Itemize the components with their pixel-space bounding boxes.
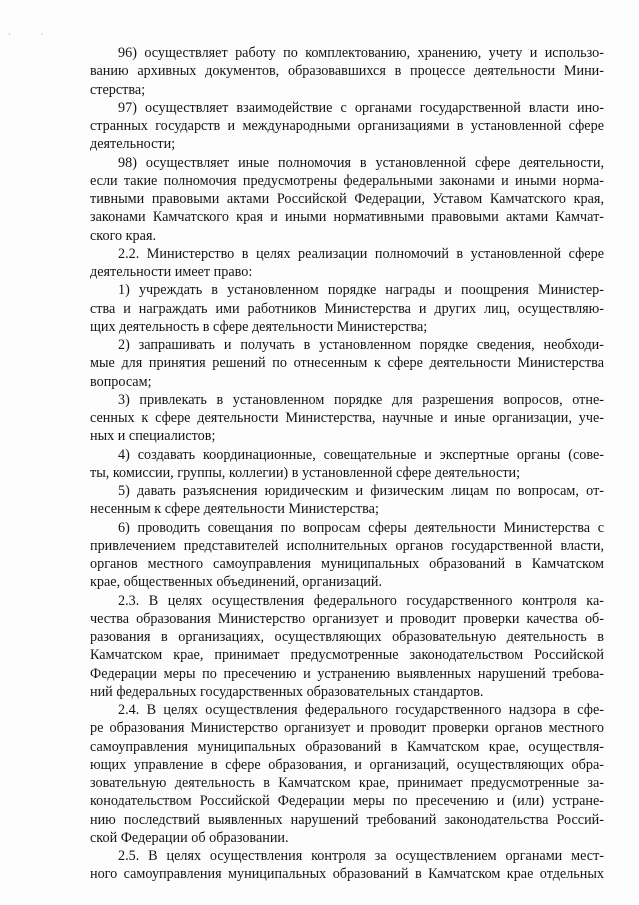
text-line: привлечением представителей исполнительных органов государственной власти, xyxy=(90,537,604,554)
text-line: крае, общественных объединений, организаций. xyxy=(90,574,383,591)
text-line: странных государств и международными организациями в установленной сфере xyxy=(90,118,604,134)
text-line: органов местного самоуправления муниципальных образований в Камчатском xyxy=(90,556,604,572)
text-line: нию последствий выявленных нарушений требований законодательства Россий- xyxy=(90,811,604,828)
text-line: ющих управление в сфере образования, и организаций, осуществляющих обра- xyxy=(90,756,604,773)
text-line: ных и специалистов; xyxy=(90,428,216,445)
text-line: ты, комиссии, группы, коллегии) в установленной сфере деятельности; xyxy=(90,464,521,481)
text-line: ства и награждать ими работников Министерства и других лиц, осуществляю- xyxy=(90,300,604,317)
text-line: несенным к сфере деятельности Министерства; xyxy=(90,501,379,518)
text-line: ний федеральных государственных образовательных стандартов. xyxy=(90,683,484,700)
text-line: Камчатском крае, принимает предусмотренные законодательством Российской xyxy=(90,647,604,664)
text-line: деятельности имеет право: xyxy=(90,264,253,280)
text-line: вопросам; xyxy=(90,373,152,390)
text-line: ского края. xyxy=(90,227,157,244)
text-line: 98) осуществляет иные полномочия в установленной сфере деятельности, xyxy=(118,154,604,171)
text-line: ской Федерации об образовании. xyxy=(90,829,289,846)
text-line: 2.5. В целях осуществления контроля за осуществлением органами мест- xyxy=(118,848,604,864)
text-line: сенных к сфере деятельности Министерства, научные и иные организации, уче- xyxy=(90,410,604,426)
text-line: 4) создавать координационные, совещательные и экспертные органы (сове- xyxy=(118,446,604,463)
text-line: 96) осуществляет работу по комплектованию, хранению, учету и использо- xyxy=(118,45,604,61)
text-line: Федерации меры по пресечению и устранению выявленных нарушений требова- xyxy=(90,665,604,682)
text-line: 97) осуществляет взаимодействие с органами государственной власти ино- xyxy=(118,99,604,116)
text-line: ванию архивных документов, образовавшихся в процессе деятельности Мини- xyxy=(90,63,604,80)
text-line: конодательством Российской Федерации меры по пресечению и (или) устране- xyxy=(90,793,604,810)
text-line: ного самоуправления муниципальных образований в Камчатском крае отдельных xyxy=(90,866,604,883)
text-line: разования в организациях, осуществляющих образовательную деятельность в xyxy=(90,629,604,645)
text-line: ре образования Министерство организует и проводит проверки органов местного xyxy=(90,720,604,737)
text-line: 2) запрашивать и получать в установленном порядке сведения, необходи- xyxy=(118,337,604,353)
text-line: зовательную деятельность в Камчатском крае, принимает предусмотренные за- xyxy=(90,775,604,791)
text-line: мые для принятия решений по отнесенным к сфере деятельности Министерства xyxy=(90,355,604,372)
text-line: 1) учреждать в установленном порядке награды и поощрения Министер- xyxy=(118,282,604,299)
text-line: законами Камчатского края и иными нормативными правовыми актами Камчат- xyxy=(90,209,604,226)
text-line: если такие полномочия предусмотрены федеральными законами и иными норма- xyxy=(90,172,604,189)
text-line: 5) давать разъяснения юридическим и физическим лицам по вопросам, от- xyxy=(118,483,604,499)
text-line: тивными правовыми актами Российской Федерации, Уставом Камчатского края, xyxy=(90,191,604,207)
document-body xyxy=(90,44,604,884)
text-line: 3) привлекать в установленном порядке для разрешения вопросов, отне- xyxy=(118,391,604,408)
text-line: 2.2. Министерство в целях реализации полномочий в установленной сфере xyxy=(118,245,604,262)
text-line: деятельности; xyxy=(90,136,176,153)
text-line: самоуправления муниципальных образований в Камчатском крае, осуществля- xyxy=(90,738,604,755)
text-line: стерства; xyxy=(90,81,146,98)
text-line: щих деятельность в сфере деятельности Министерства; xyxy=(90,318,428,335)
text-line: 2.3. В целях осуществления федерального государственного контроля ка- xyxy=(118,592,604,609)
text-line: чества образования Министерство организует и проводит проверки качества об- xyxy=(90,610,604,627)
text-line: 2.4. В целях осуществления федерального государственного надзора в сфе- xyxy=(118,702,604,718)
text-line: 6) проводить совещания по вопросам сферы деятельности Министерства с xyxy=(118,519,604,536)
scan-specks: · · xyxy=(8,30,58,39)
